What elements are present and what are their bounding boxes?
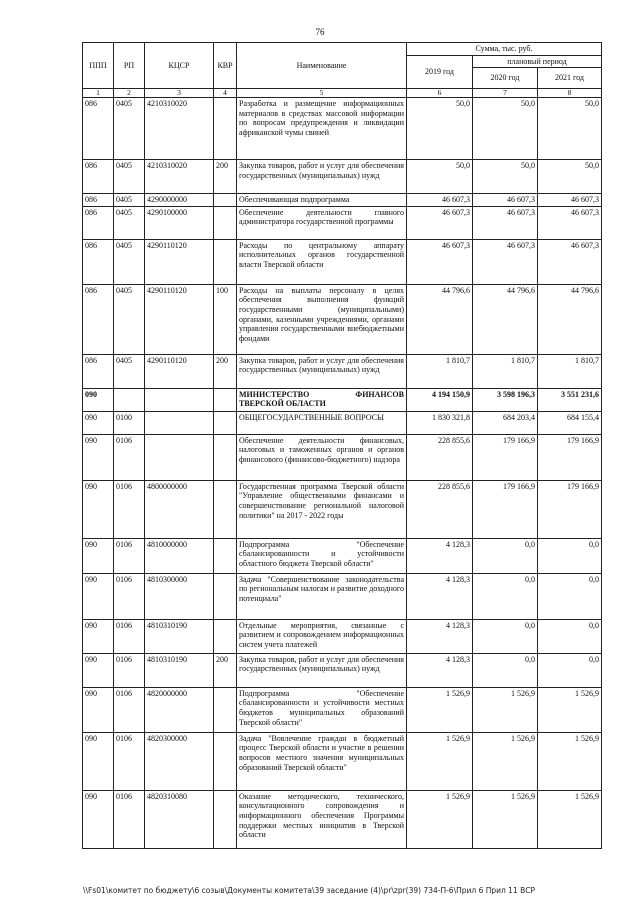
cell-amount-2020: 44 796,6	[473, 284, 538, 354]
cell-name: ОБЩЕГОСУДАРСТВЕННЫЕ ВОПРОСЫ	[237, 411, 407, 434]
cell-amount-2019: 1 526,9	[407, 790, 473, 848]
cell-amount-2021: 46 607,3	[538, 194, 602, 207]
cell-amount-2021: 0,0	[538, 538, 602, 573]
cell-kcsr: 4810310190	[145, 619, 214, 653]
cell-kvr	[214, 239, 237, 284]
cell-name: Закупка товаров, работ и услуг для обеспечения государственных (муниципальных) нужд	[237, 653, 407, 687]
cell-kvr	[214, 790, 237, 848]
cell-kvr	[214, 98, 237, 160]
column-index: 6	[407, 89, 473, 98]
cell-name: Расходы по центральному аппарату исполнительных органов государственной власти Тверской области	[237, 239, 407, 284]
cell-amount-2020: 0,0	[473, 619, 538, 653]
header-name: Наименование	[237, 43, 407, 89]
header-kvr: КВР	[214, 43, 237, 89]
cell-ppp: 086	[83, 194, 114, 207]
page-number: 76	[315, 27, 325, 37]
cell-kcsr: 4290110120	[145, 239, 214, 284]
cell-rp: 0405	[114, 354, 145, 388]
cell-amount-2020: 0,0	[473, 573, 538, 619]
cell-amount-2019: 1 810,7	[407, 354, 473, 388]
cell-amount-2021: 3 551 231,6	[538, 388, 602, 411]
table-row	[83, 284, 602, 354]
cell-amount-2021: 684 155,4	[538, 411, 602, 434]
cell-kcsr	[145, 411, 214, 434]
header-year-2019: 2019 год	[407, 55, 473, 89]
cell-amount-2019: 4 128,3	[407, 573, 473, 619]
cell-amount-2021: 0,0	[538, 573, 602, 619]
cell-ppp: 086	[83, 160, 114, 194]
cell-name: Обеспечение деятельности финансовых, налоговых и таможенных органов и органов финансового (финансово-бюджетного) надзора	[237, 434, 407, 480]
column-index: 3	[145, 89, 214, 98]
table-row	[83, 194, 602, 207]
cell-amount-2021: 50,0	[538, 98, 602, 160]
table-row	[83, 480, 602, 538]
cell-amount-2019: 44 796,6	[407, 284, 473, 354]
cell-amount-2019: 4 128,3	[407, 538, 473, 573]
cell-rp: 0106	[114, 790, 145, 848]
cell-amount-2019: 1 526,9	[407, 687, 473, 732]
cell-amount-2019: 1 526,9	[407, 732, 473, 790]
cell-amount-2021: 179 166,9	[538, 480, 602, 538]
cell-rp: 0106	[114, 653, 145, 687]
cell-kcsr: 4820300000	[145, 732, 214, 790]
cell-ppp: 090	[83, 732, 114, 790]
budget-table	[82, 42, 602, 849]
header-year-2021: 2021 год	[538, 68, 602, 89]
cell-ppp: 090	[83, 573, 114, 619]
cell-amount-2020: 1 526,9	[473, 732, 538, 790]
cell-kcsr: 4810310190	[145, 653, 214, 687]
cell-amount-2021: 46 607,3	[538, 206, 602, 239]
cell-kcsr	[145, 388, 214, 411]
cell-ppp: 090	[83, 619, 114, 653]
cell-amount-2020: 46 607,3	[473, 206, 538, 239]
cell-kcsr: 4290110120	[145, 354, 214, 388]
cell-amount-2020: 46 607,3	[473, 194, 538, 207]
cell-amount-2020: 50,0	[473, 98, 538, 160]
cell-name: Разработка и размещение информационных материалов в средствах массовой информации по вопросам предупреждения и ликвидации африканской чумы свиней	[237, 98, 407, 160]
cell-amount-2020: 179 166,9	[473, 434, 538, 480]
table-row	[83, 790, 602, 848]
column-index: 4	[214, 89, 237, 98]
table-row	[83, 206, 602, 239]
cell-rp: 0100	[114, 411, 145, 434]
cell-rp: 0106	[114, 434, 145, 480]
cell-amount-2019: 4 128,3	[407, 653, 473, 687]
cell-kcsr: 4820310080	[145, 790, 214, 848]
cell-rp: 0405	[114, 98, 145, 160]
header-rp: РП	[114, 43, 145, 89]
cell-kvr	[214, 411, 237, 434]
header-kcsr: КЦСР	[145, 43, 214, 89]
cell-name: Закупка товаров, работ и услуг для обеспечения государственных (муниципальных) нужд	[237, 354, 407, 388]
cell-amount-2020: 684 203,4	[473, 411, 538, 434]
cell-amount-2021: 1 526,9	[538, 790, 602, 848]
header-plan-period: плановый период	[473, 55, 602, 68]
cell-amount-2020: 1 526,9	[473, 687, 538, 732]
cell-rp: 0405	[114, 284, 145, 354]
cell-amount-2021: 0,0	[538, 653, 602, 687]
cell-kcsr: 4810000000	[145, 538, 214, 573]
cell-amount-2019: 50,0	[407, 160, 473, 194]
cell-ppp: 090	[83, 480, 114, 538]
cell-amount-2019: 4 194 150,9	[407, 388, 473, 411]
column-index: 7	[473, 89, 538, 98]
cell-amount-2020: 0,0	[473, 653, 538, 687]
table-row	[83, 434, 602, 480]
table-row	[83, 573, 602, 619]
cell-rp: 0106	[114, 687, 145, 732]
cell-kvr	[214, 573, 237, 619]
cell-kvr	[214, 206, 237, 239]
cell-amount-2019: 228 855,6	[407, 480, 473, 538]
cell-amount-2021: 1 810,7	[538, 354, 602, 388]
cell-name: Государственная программа Тверской области "Управление общественными финансами и совершенствование региональной налоговой политики" на 2017 - 2022 годы	[237, 480, 407, 538]
cell-kvr	[214, 538, 237, 573]
cell-kcsr: 4210310020	[145, 98, 214, 160]
cell-kcsr: 4820000000	[145, 687, 214, 732]
cell-kvr	[214, 194, 237, 207]
table-row	[83, 354, 602, 388]
cell-kvr: 200	[214, 354, 237, 388]
cell-name: Оказание методического, технического, консультационного сопровождения и информационного обеспечения Программы поддержки местных инициатив в Тверской области	[237, 790, 407, 848]
cell-kcsr: 4210310020	[145, 160, 214, 194]
cell-ppp: 086	[83, 98, 114, 160]
table-row	[83, 98, 602, 160]
cell-amount-2020: 46 607,3	[473, 239, 538, 284]
cell-amount-2021: 1 526,9	[538, 732, 602, 790]
cell-amount-2019: 46 607,3	[407, 194, 473, 207]
cell-amount-2021: 44 796,6	[538, 284, 602, 354]
cell-kvr	[214, 388, 237, 411]
cell-name: Обеспечивающая подпрограмма	[237, 194, 407, 207]
table-row	[83, 687, 602, 732]
cell-kvr	[214, 687, 237, 732]
cell-name: Задача "Вовлечение граждан в бюджетный процесс Тверской области и участие в решении вопросов местного значения муниципальных образований Тверской области"	[237, 732, 407, 790]
cell-kvr: 100	[214, 284, 237, 354]
cell-ppp: 086	[83, 206, 114, 239]
cell-amount-2020: 3 598 196,3	[473, 388, 538, 411]
cell-amount-2019: 46 607,3	[407, 206, 473, 239]
cell-name: Подпрограмма "Обеспечение сбалансированности и устойчивости местных бюджетов муниципальных образований Тверской области"	[237, 687, 407, 732]
file-path-footer: \\Fs01\комитет по бюджету\6 созыв\Документы комитета\39 заседание (4)\pr\zpr(39) 734-П-6\Прил 6 Прил 11 ВСР	[83, 886, 536, 895]
cell-kcsr: 4290110120	[145, 284, 214, 354]
column-index: 1	[83, 89, 114, 98]
cell-name: Отдельные мероприятия, связанные с развитием и сопровождением информационных систем учета платежей	[237, 619, 407, 653]
cell-rp: 0405	[114, 194, 145, 207]
cell-ppp: 086	[83, 354, 114, 388]
cell-kcsr: 4290100000	[145, 206, 214, 239]
cell-amount-2020: 50,0	[473, 160, 538, 194]
cell-ppp: 090	[83, 790, 114, 848]
cell-amount-2021: 1 526,9	[538, 687, 602, 732]
cell-rp: 0405	[114, 160, 145, 194]
cell-name: Подпрограмма "Обеспечение сбалансированности и устойчивости областного бюджета Тверской области"	[237, 538, 407, 573]
header-sum: Сумма, тыс. руб.	[407, 43, 602, 56]
cell-name: МИНИСТЕРСТВО ФИНАНСОВ ТВЕРСКОЙ ОБЛАСТИ	[237, 388, 407, 411]
cell-name: Задача "Совершенствование законодательства по региональным налогам и развитие доходного потенциала"	[237, 573, 407, 619]
cell-kvr	[214, 619, 237, 653]
cell-rp: 0405	[114, 239, 145, 284]
table-row	[83, 732, 602, 790]
cell-ppp: 090	[83, 538, 114, 573]
cell-kvr: 200	[214, 653, 237, 687]
cell-kvr: 200	[214, 160, 237, 194]
header-year-2020: 2020 год	[473, 68, 538, 89]
table-row	[83, 160, 602, 194]
cell-amount-2019: 228 855,6	[407, 434, 473, 480]
column-index: 5	[237, 89, 407, 98]
cell-kcsr: 4800000000	[145, 480, 214, 538]
cell-ppp: 090	[83, 411, 114, 434]
cell-amount-2020: 0,0	[473, 538, 538, 573]
table-row	[83, 411, 602, 434]
cell-ppp: 090	[83, 653, 114, 687]
cell-amount-2021: 0,0	[538, 619, 602, 653]
cell-kcsr: 4810300000	[145, 573, 214, 619]
cell-amount-2021: 50,0	[538, 160, 602, 194]
cell-ppp: 090	[83, 388, 114, 411]
table-row	[83, 619, 602, 653]
table-row	[83, 653, 602, 687]
cell-kcsr	[145, 434, 214, 480]
cell-amount-2021: 179 166,9	[538, 434, 602, 480]
cell-ppp: 086	[83, 284, 114, 354]
cell-amount-2020: 1 810,7	[473, 354, 538, 388]
cell-amount-2019: 1 830 321,8	[407, 411, 473, 434]
cell-rp: 0106	[114, 732, 145, 790]
cell-amount-2019: 50,0	[407, 98, 473, 160]
table-row	[83, 239, 602, 284]
header-ppp: ППП	[83, 43, 114, 89]
cell-ppp: 090	[83, 687, 114, 732]
column-index: 2	[114, 89, 145, 98]
cell-rp: 0106	[114, 573, 145, 619]
column-index-row	[83, 89, 602, 98]
cell-ppp: 090	[83, 434, 114, 480]
table-row	[83, 388, 602, 411]
cell-ppp: 086	[83, 239, 114, 284]
table-row	[83, 538, 602, 573]
cell-kcsr: 4290000000	[145, 194, 214, 207]
cell-rp: 0106	[114, 538, 145, 573]
cell-name: Закупка товаров, работ и услуг для обеспечения государственных (муниципальных) нужд	[237, 160, 407, 194]
cell-amount-2020: 1 526,9	[473, 790, 538, 848]
cell-amount-2019: 4 128,3	[407, 619, 473, 653]
cell-kvr	[214, 434, 237, 480]
cell-rp: 0106	[114, 619, 145, 653]
cell-rp	[114, 388, 145, 411]
cell-kvr	[214, 480, 237, 538]
cell-rp: 0405	[114, 206, 145, 239]
cell-rp: 0106	[114, 480, 145, 538]
cell-amount-2021: 46 607,3	[538, 239, 602, 284]
column-index: 8	[538, 89, 602, 98]
cell-name: Расходы на выплаты персоналу в целях обеспечения выполнения функций государственными (муниципальными) органами, казенными учреждениями, органами управления государственными внебюджетными фондами	[237, 284, 407, 354]
cell-kvr	[214, 732, 237, 790]
cell-amount-2020: 179 166,9	[473, 480, 538, 538]
cell-name: Обеспечение деятельности главного администратора государственной программы	[237, 206, 407, 239]
cell-amount-2019: 46 607,3	[407, 239, 473, 284]
